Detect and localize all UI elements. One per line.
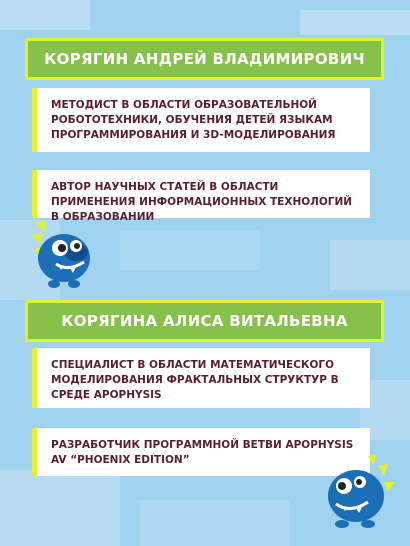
fact-text: РАЗРАБОТЧИК ПРОГРАММНОЙ ВЕТВИ APOPHYSIS AV “PHOENIX EDITION”	[51, 439, 354, 466]
person-name-text: КОРЯГИН АНДРЕЙ ВЛАДИМИРОВИЧ	[44, 50, 365, 68]
fact-text: МЕТОДИСТ В ОБЛАСТИ ОБРАЗОВАТЕЛЬНОЙ РОБОТОТЕХНИКИ, ОБУЧЕНИЯ ДЕТЕЙ ЯЗЫКАМ ПРОГРАММИРОВАНИЯ И 3D-МОДЕЛИРОВАНИЯ	[51, 99, 336, 141]
dinosaur-mascot-icon	[28, 218, 98, 293]
fact-card	[32, 348, 370, 408]
fact-card	[32, 170, 370, 223]
fact-text: АВТОР НАУЧНЫХ СТАТЕЙ В ОБЛАСТИ ПРИМЕНЕНИЯ ИНФОРМАЦИОННЫХ ТЕХНОЛОГИЙ В ОБРАЗОВАНИИ	[51, 181, 353, 223]
person-name-heading	[25, 300, 384, 342]
person-name-text: КОРЯГИНА АЛИСА ВИТАЛЬЕВНА	[61, 312, 348, 330]
fact-card	[32, 88, 370, 152]
person-name-heading	[25, 38, 384, 80]
dinosaur-mascot-icon	[318, 452, 398, 532]
fact-text: СПЕЦИАЛИСТ В ОБЛАСТИ МАТЕМАТИЧЕСКОГО МОДЕЛИРОВАНИЯ ФРАКТАЛЬНЫХ СТРУКТУР В СРЕДЕ APOPHYSIS	[51, 359, 339, 401]
